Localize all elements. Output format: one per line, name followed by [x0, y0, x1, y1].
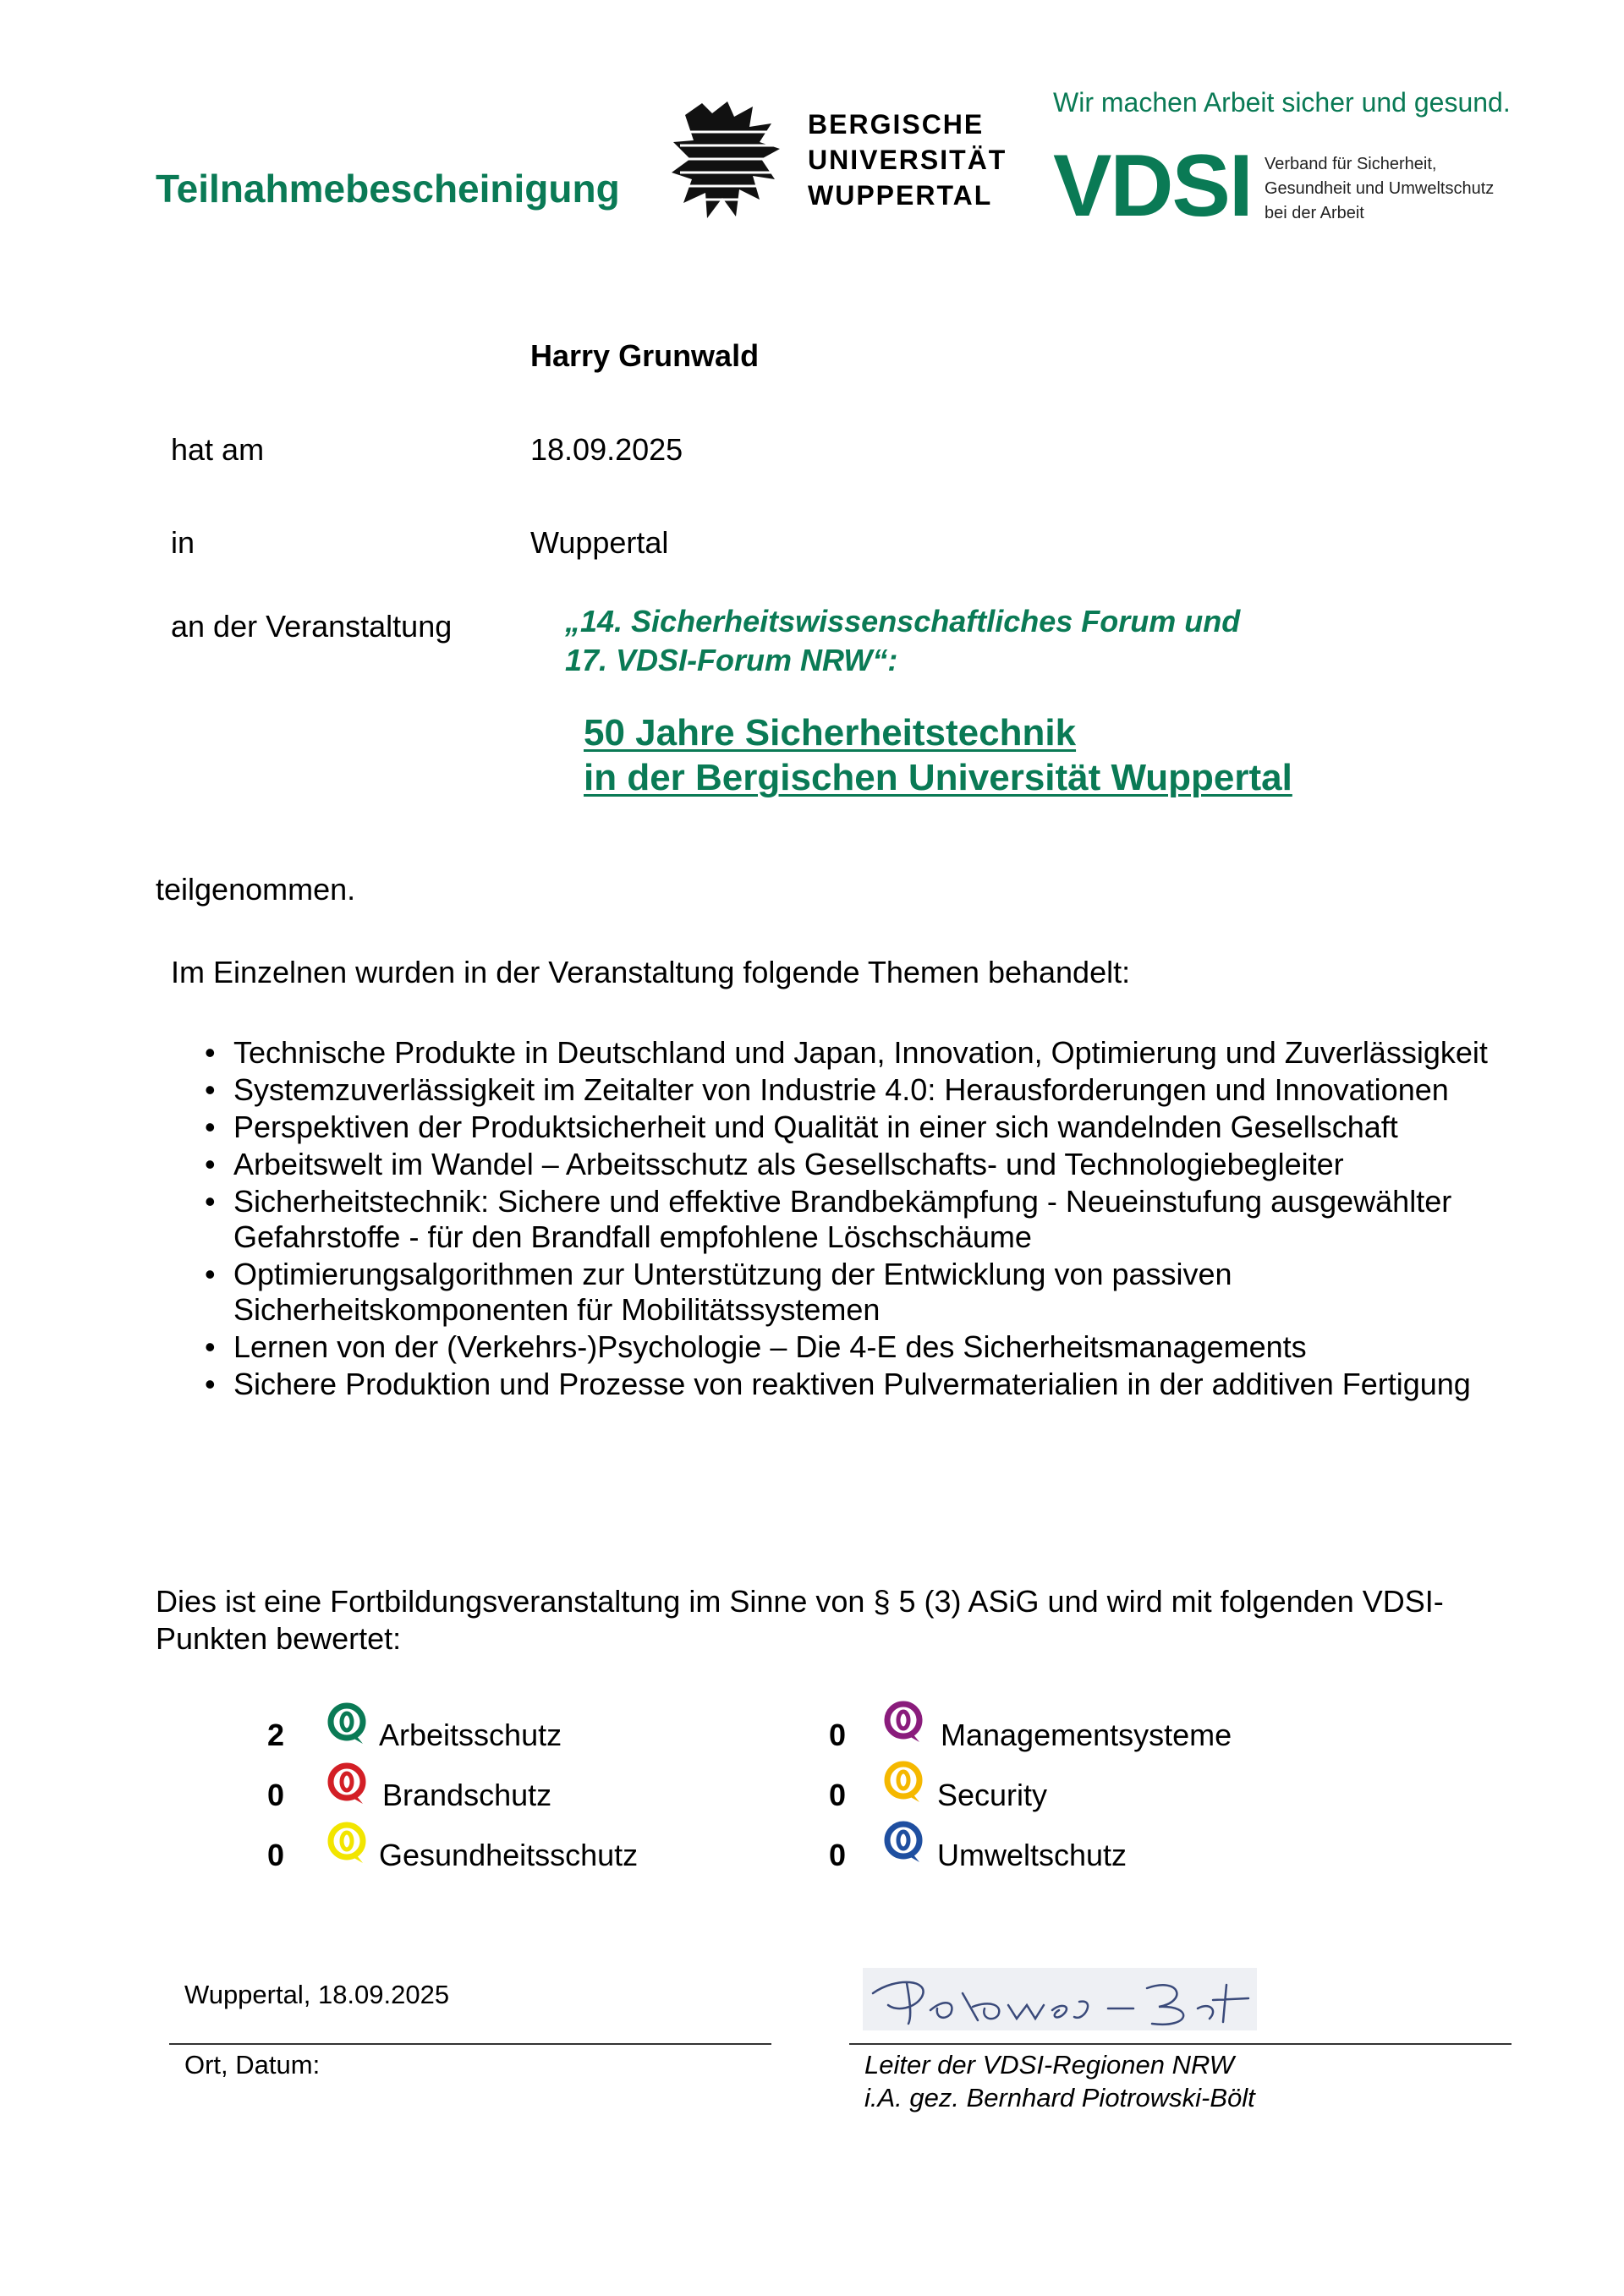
event-name: „14. Sicherheitswissenschaftliches Forum und 17. VDSI-Forum NRW“: — [565, 604, 1241, 677]
divider — [849, 2043, 1512, 2045]
icon-core — [898, 1772, 908, 1789]
university-lion-logo — [668, 98, 787, 222]
points-value: 0 — [267, 1778, 285, 1812]
participated-text: teilgenommen. — [156, 872, 356, 907]
place-date-label: Ort, Datum: — [184, 2050, 321, 2080]
signer-role: Leiter der VDSI-Regionen NRW — [864, 2050, 1235, 2080]
security-icon — [882, 1760, 926, 1804]
brandschutz-icon — [326, 1762, 370, 1806]
gesundheitsschutz-icon — [326, 1821, 370, 1865]
signature-scribble — [863, 1968, 1257, 2030]
icon-core — [342, 1833, 352, 1849]
list-item: • Optimierungsalgorithmen zur Unterstützung der Entwicklung von passiven Sicherheitskomponenten für Mobilitätssystemen — [203, 1257, 1522, 1328]
training-note: Dies ist eine Fortbildungsveranstaltung im Sinne von § 5 (3) ASiG und wird mit folgenden VDSI-Punkten bewertet: — [156, 1584, 1444, 1656]
points-label: Gesundheitsschutz — [379, 1838, 639, 1872]
points-label: Managementsysteme — [941, 1718, 1232, 1752]
place-date: Wuppertal, 18.09.2025 — [184, 1980, 450, 2009]
date-label: hat am — [171, 432, 265, 467]
managementsysteme-icon — [882, 1700, 926, 1744]
vdsi-logo: VDSI — [1053, 137, 1252, 235]
location-label: in — [171, 525, 195, 560]
points-label: Brandschutz — [382, 1778, 552, 1812]
list-item: • Sicherheitstechnik: Sichere und effektive Brandbekämpfung - Neueinstufung ausgewählter Gefahrstoffe - für den Brandfall empfohlene Löschschäume — [203, 1184, 1522, 1255]
list-item: • Technische Produkte in Deutschland und Japan, Innovation, Optimierung und Zuverlässigkeit — [203, 1035, 1522, 1071]
icon-ring — [887, 1824, 919, 1856]
points-value: 0 — [829, 1778, 847, 1812]
icon-ring — [887, 1764, 919, 1796]
topics-intro: Im Einzelnen wurden in der Veranstaltung folgende Themen behandelt: — [171, 955, 1131, 989]
list-item: • Sichere Produktion und Prozesse von reaktiven Pulvermaterialien in der additiven Fertigung — [203, 1367, 1522, 1402]
points-value: 2 — [267, 1718, 285, 1752]
points-value: 0 — [829, 1718, 847, 1752]
points-label: Security — [937, 1778, 1048, 1812]
list-item: • Lernen von der (Verkehrs-)Psychologie – Die 4-E des Sicherheitsmanagements — [203, 1329, 1522, 1365]
icon-ring — [331, 1825, 363, 1857]
points-value: 0 — [267, 1838, 285, 1872]
vdsi-slogan: Wir machen Arbeit sicher und gesund. — [1053, 87, 1511, 118]
icon-core — [342, 1773, 352, 1790]
points-label: Arbeitsschutz — [379, 1718, 562, 1752]
date-value: 18.09.2025 — [530, 432, 683, 467]
icon-core — [342, 1713, 352, 1730]
event-label: an der Veranstaltung — [171, 609, 453, 644]
list-item: • Arbeitswelt im Wandel – Arbeitsschutz als Gesellschafts- und Technologiebegleiter — [203, 1147, 1522, 1182]
divider — [169, 2043, 771, 2045]
points-value: 0 — [829, 1838, 847, 1872]
arbeitsschutz-icon — [326, 1701, 370, 1745]
icon-core — [898, 1832, 908, 1849]
participant-name: Harry Grunwald — [530, 338, 760, 373]
signer-name: i.A. gez. Bernhard Piotrowski-Bölt — [864, 2083, 1255, 2112]
icon-ring — [331, 1766, 363, 1798]
vdsi-description: Verband für Sicherheit, Gesundheit und Umweltschutz bei der Arbeit — [1265, 155, 1495, 222]
certificate-title: Teilnahmebescheinigung — [156, 167, 620, 211]
icon-ring — [331, 1706, 363, 1738]
umweltschutz-icon — [882, 1820, 926, 1864]
university-name: BERGISCHE UNIVERSITÄT WUPPERTAL — [808, 109, 1007, 211]
points-label: Umweltschutz — [937, 1838, 1127, 1872]
signer-block — [864, 2048, 1255, 2114]
event-theme: 50 Jahre Sicherheitstechnik in der Bergischen Universität Wuppertal — [584, 712, 1292, 798]
signature-image — [863, 1968, 1257, 2030]
list-item: • Systemzuverlässigkeit im Zeitalter von Industrie 4.0: Herausforderungen und Innovationen — [203, 1072, 1522, 1108]
icon-ring — [887, 1704, 919, 1736]
topics-list — [203, 1035, 1522, 1404]
list-item: • Perspektiven der Produktsicherheit und Qualität in einer sich wandelnden Gesellschaft — [203, 1110, 1522, 1145]
icon-core — [898, 1712, 908, 1729]
location-value: Wuppertal — [530, 525, 669, 560]
